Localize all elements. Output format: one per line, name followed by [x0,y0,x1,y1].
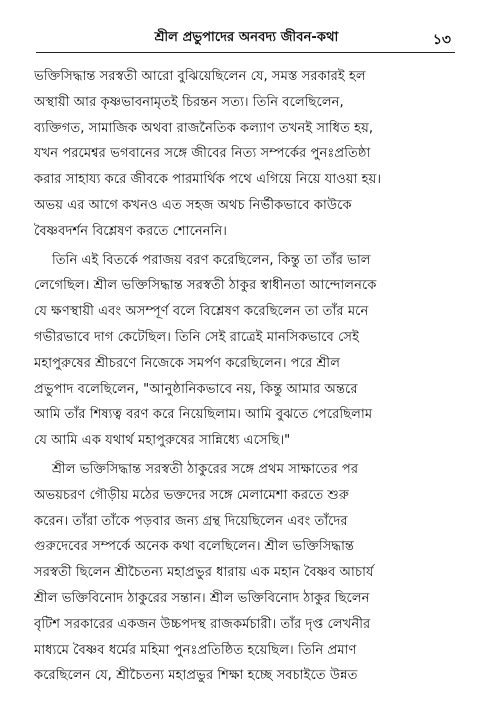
text-line: বৈষ্ণবদর্শন বিশ্লেষণ করতে শোনেননি। [34,223,227,239]
text-line: অস্থায়ী আর কৃষ্ণভাবনামৃতই চিরন্তন সত্য। তিনি বলেছিলেন, [34,94,344,110]
running-title: শ্রীল প্রভুপাদের অনবদ্য জীবন-কথা [154,30,339,45]
paragraph [34,64,459,245]
text-line: করার সাহায্য করে জীবকে পারমার্থিক পথে এগিয়ে নিয়ে যাওয়া হয়। [34,172,382,188]
text-line: সরস্বতী ছিলেন শ্রীচৈতন্য মহাপ্রভুর ধারায় এক মহান বৈষ্ণব আচার্য [34,565,374,581]
text-line: যে ক্ষণস্থায়ী এবং অসম্পূর্ণ বলে বিশ্লেষণ করেছিলেন তা তাঁর মনে [34,304,369,320]
paragraph [34,248,459,454]
text-line: শ্রীল ভক্তিবিনোদ ঠাকুরের সন্তান। শ্রীল ভক্তিবিনোদ ঠাকুর ছিলেন [34,590,370,606]
text-line: করেন। তাঁরা তাঁকে পড়বার জন্য গ্রন্থ দিয়েছিলেন এবং তাঁদের [34,513,348,529]
text-line: করেছিলেন যে, শ্রীচৈতন্য মহাপ্রভুর শিক্ষা হচ্ছে সবচাইতে উন্নত [34,668,358,684]
text-line: মহাপুরুষের শ্রীচরণে নিজেকে সমর্পণ করেছিলেন। পরে শ্রীল [34,355,341,371]
text-line: যে আমি এক যথার্থ মহাপুরুষের সান্নিধ্যে এসেছি।" [34,433,291,449]
text-line: ভক্তিসিদ্ধান্ত সরস্বতী আরো বুঝিয়েছিলেন যে, সমস্ত সরকারই হল [34,69,366,84]
text-line: বৃটিশ সরকারের একজন উচ্চপদস্থ রাজকর্মচারী। তাঁর দৃপ্ত লেখনীর [34,616,371,632]
paragraph [34,457,459,689]
text-line: অভয় এর আগে কখনও এত সহজ অথচ নির্ভীকভাবে কাউকে [34,197,352,213]
page-number: ১৩ [432,32,451,48]
page-body [34,64,459,689]
text-line: আমি তাঁর শিষ্যত্ব বরণ করে নিয়েছিলাম। আমি বুঝতে পেরেছিলাম [34,407,373,423]
text-line: অভয়চরণ গৌড়ীয় মঠের ভক্তদের সঙ্গে মেলামেশা করতে শুরু [34,487,349,503]
text-line: শ্রীল ভক্তিসিদ্ধান্ত সরস্বতী ঠাকুরের সঙ্গে প্রথম সাক্ষাতের পর [52,461,359,477]
text-line: প্রভুপাদ বলেছিলেন, "আনুষ্ঠানিকভাবে নয়, কিন্তু আমার অন্তরে [34,381,358,397]
text-line: মাধ্যমে বৈষ্ণব ধর্মের মহিমা পুনঃপ্রতিষ্ঠিত হয়েছিল। তিনি প্রমাণ [34,642,357,658]
text-line: গভীরভাবে দাগ কেটেছিল। তিনি সেই রাত্রেই মানসিকভাবে সেই [34,329,359,345]
header-rule [36,52,455,53]
running-header [34,28,459,54]
text-line: গুরুদেবের সম্পর্কে অনেক কথা বলেছিলেন। শ্রীল ভক্তিসিদ্ধান্ত [34,539,354,555]
text-line: তিনি এই বিতর্কে পরাজয় বরণ করেছিলেন, কিন্তু তা তাঁর ভাল [52,252,371,268]
text-line: যখন পরমেশ্বর ভগবানের সঙ্গে জীবের নিত্য সম্পর্কের পুনঃপ্রতিষ্ঠা [34,146,371,162]
text-line: লেগেছিল। শ্রীল ভক্তিসিদ্ধান্ত সরস্বতী ঠাকুর স্বাধীনতা আন্দোলনকে [34,278,377,294]
text-line: ব্যক্তিগত, সামাজিক অথবা রাজনৈতিক কল্যাণ তখনই সাধিত হয়, [34,120,374,136]
